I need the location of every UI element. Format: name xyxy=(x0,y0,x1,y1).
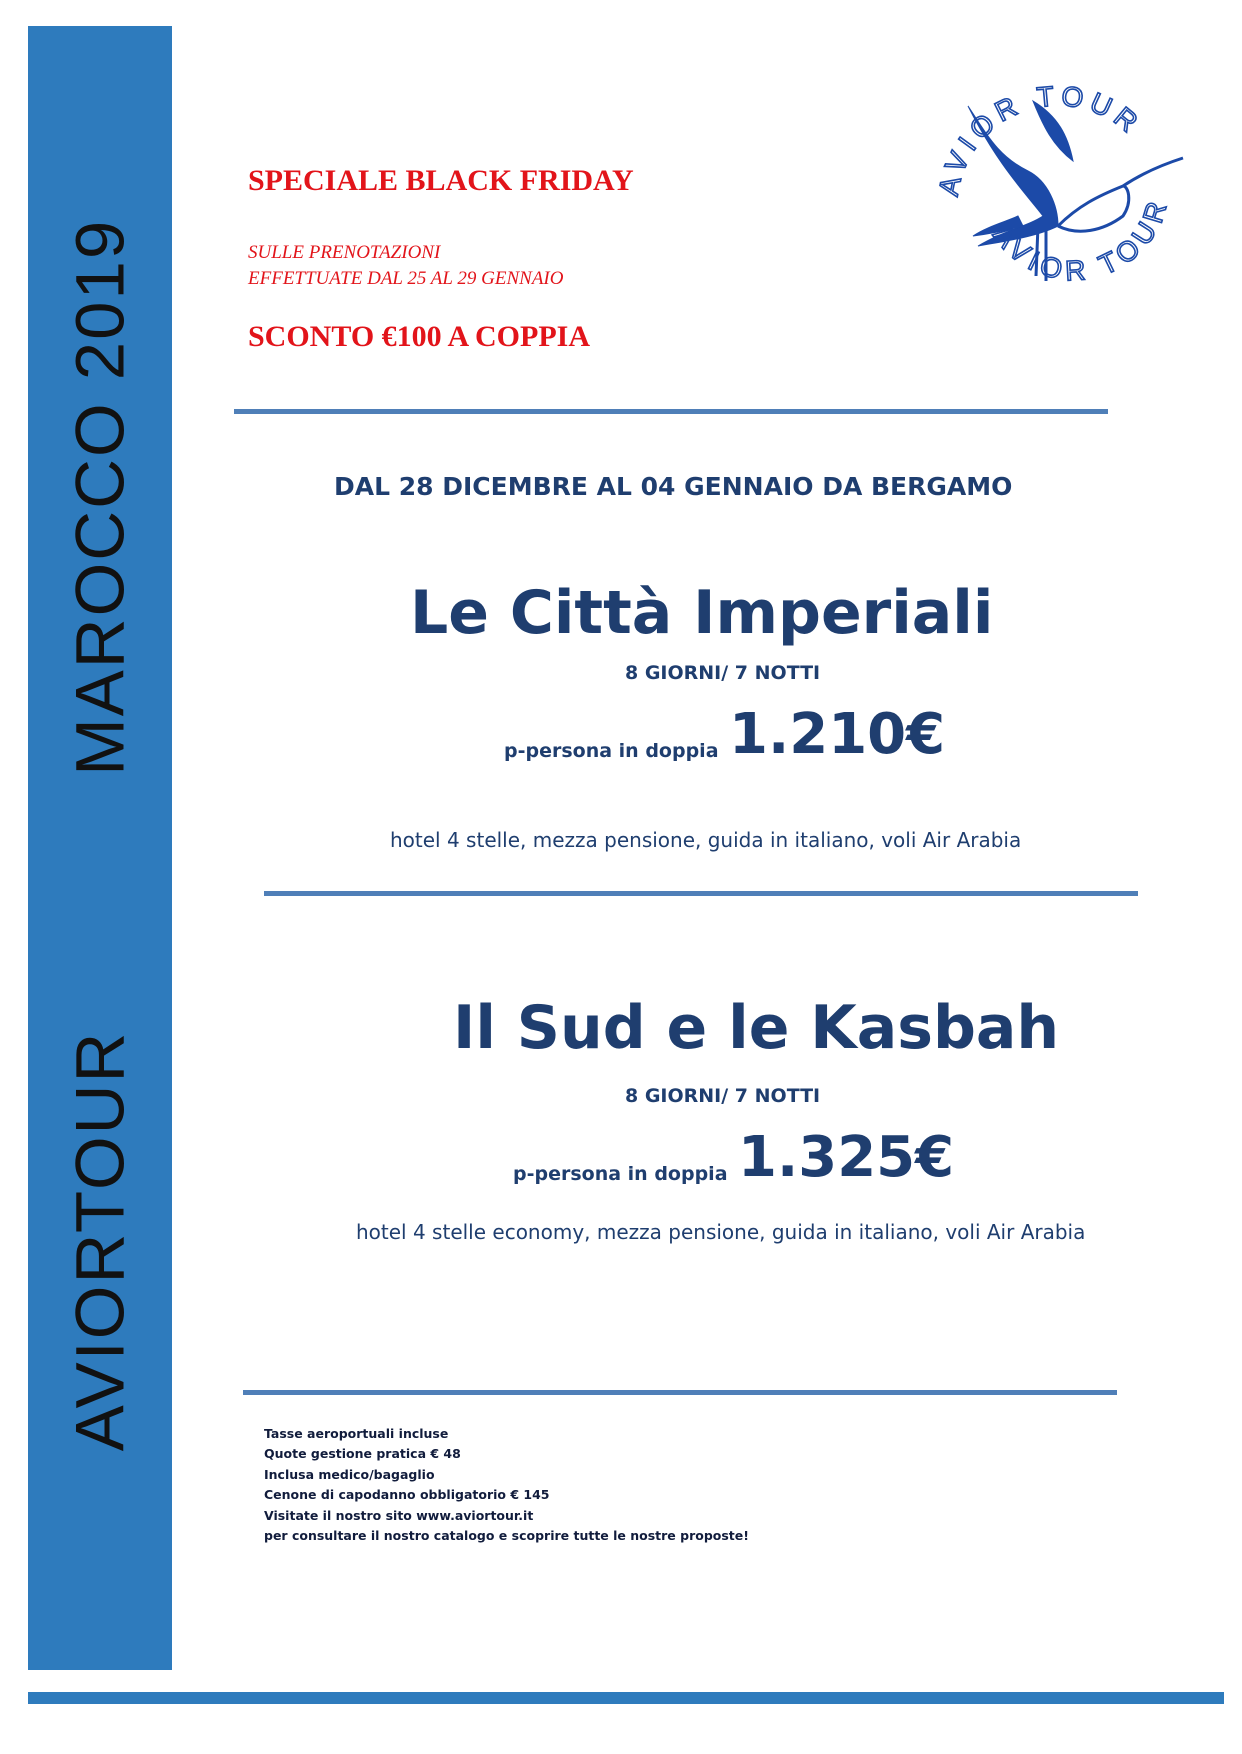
note-item: Tasse aeroportuali incluse xyxy=(264,1426,449,1441)
trip-1-description: hotel 4 stelle, mezza pensione, guida in italiano, voli Air Arabia xyxy=(390,828,1022,852)
trip-2-duration: 8 GIORNI/ 7 NOTTI xyxy=(625,1085,821,1107)
note-item: Inclusa medico/bagaglio xyxy=(264,1466,435,1482)
promo-title: SPECIALE BLACK FRIDAY xyxy=(248,164,634,197)
trip-1-price: 1.210€ xyxy=(729,702,946,767)
promo-line-2: EFFETTUATE DAL 25 AL 29 GENNAIO xyxy=(248,268,564,289)
departure-dates: DAL 28 DICEMBRE AL 04 GENNAIO DA BERGAMO xyxy=(334,472,1013,501)
note-item: Cenone di capodanno obbligatorio € 145 xyxy=(264,1487,550,1503)
promo-line-1: SULLE PRENOTAZIONI xyxy=(248,242,441,263)
note-item: Visitate il nostro sito www.aviortour.it xyxy=(264,1507,534,1523)
trip-2-description: hotel 4 stelle economy, mezza pensione, guida in italiano, voli Air Arabia xyxy=(356,1220,1086,1244)
logo-text-top: AVIOR TOUR xyxy=(932,79,1149,199)
promo-discount: SCONTO €100 A COPPIA xyxy=(248,320,590,353)
bottom-bar xyxy=(28,1692,1224,1704)
trip-2-title: Il Sud e le Kasbah xyxy=(453,993,1060,1063)
divider-middle xyxy=(264,891,1138,896)
note-item: Quote gestione pratica € 48 xyxy=(264,1446,461,1462)
sidebar-brand: AVIORTOUR xyxy=(61,1030,139,1452)
divider-bottom xyxy=(243,1390,1117,1395)
trip-2-price: 1.325€ xyxy=(738,1125,955,1190)
divider-top xyxy=(234,409,1108,414)
trip-1-duration: 8 GIORNI/ 7 NOTTI xyxy=(625,662,821,684)
trip-1-price-label: p-persona in doppia xyxy=(504,740,719,762)
trip-1-title: Le Città Imperiali xyxy=(410,578,994,648)
note-item: per consultare il nostro catalogo e scoprire tutte le nostre proposte! xyxy=(264,1528,749,1544)
logo-text-bottom: AVIOR TOUR xyxy=(987,192,1175,287)
trip-2-price-label: p-persona in doppia xyxy=(513,1163,728,1185)
sidebar-edition: MAROCCO 2019 xyxy=(61,218,139,776)
aviortour-logo xyxy=(928,76,1208,326)
sidebar-title xyxy=(61,218,139,1452)
notes-list xyxy=(264,1424,749,1546)
